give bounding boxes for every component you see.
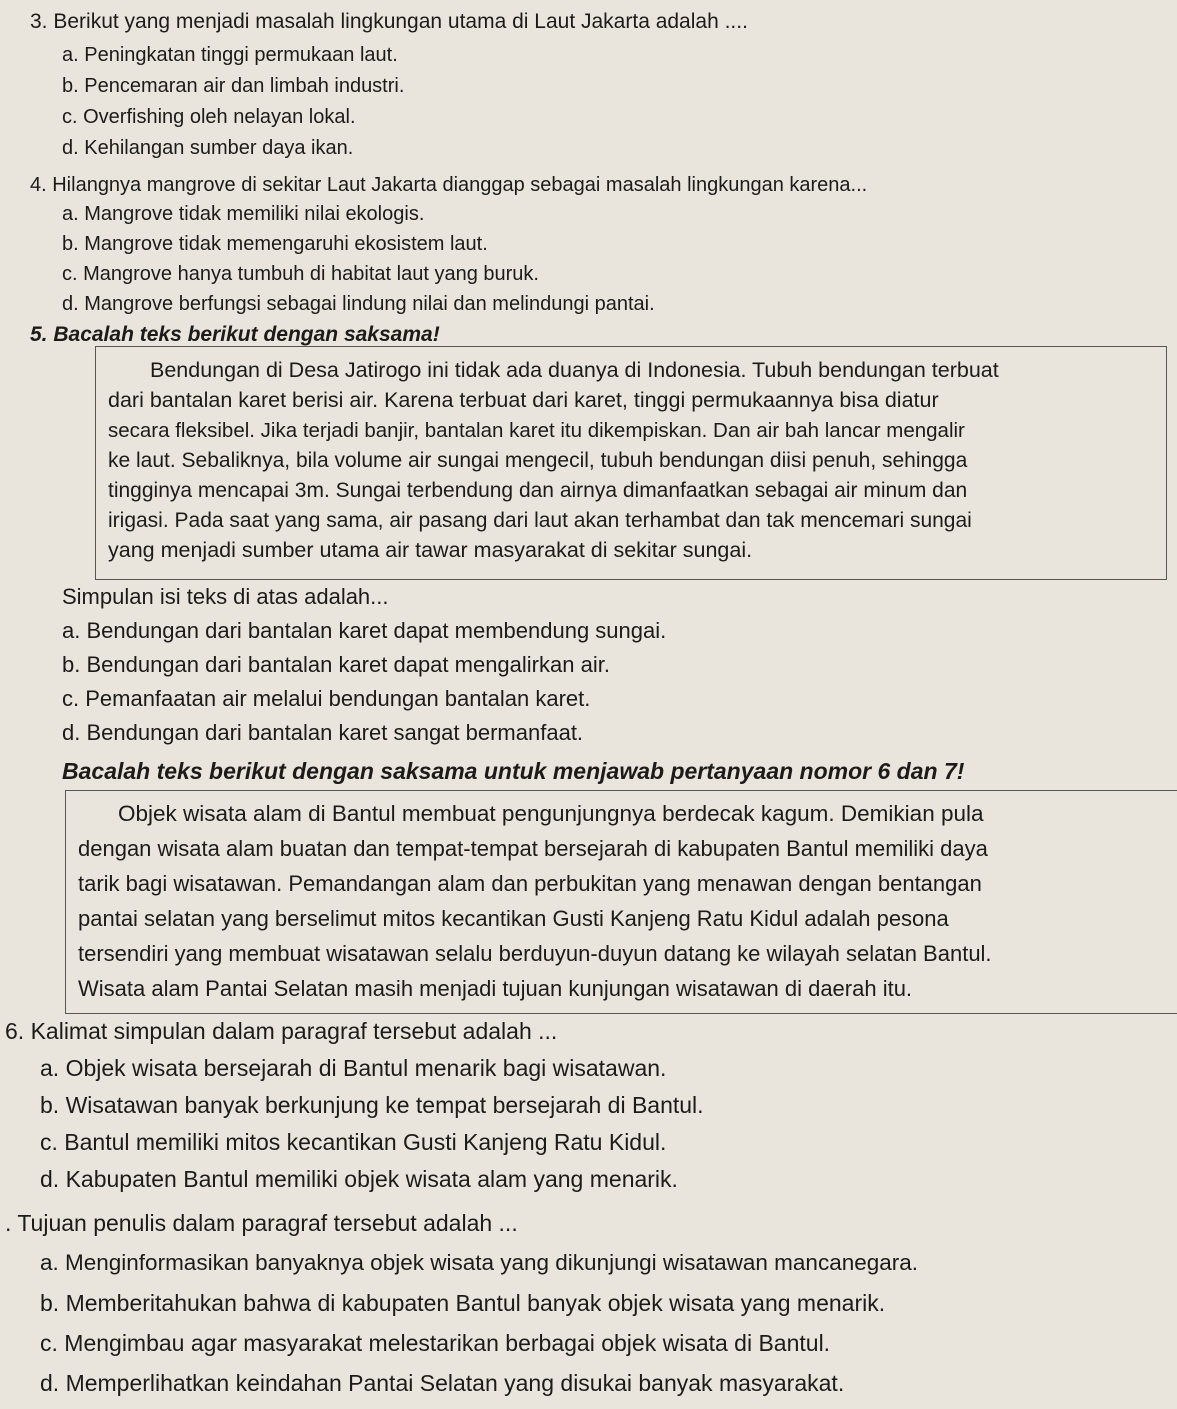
q5-option-a: a. Bendungan dari bantalan karet dapat membendung sungai. bbox=[62, 618, 667, 643]
dam-passage-line-5: tingginya mencapai 3m. Sungai terbendung dan airnya dimanfaatkan sebagai air minum dan bbox=[108, 479, 968, 502]
dam-passage-line-7: yang menjadi sumber utama air tawar masyarakat di sekitar sungai. bbox=[108, 538, 753, 562]
q3-option-d: d. Kehilangan sumber daya ikan. bbox=[62, 137, 354, 159]
question-4: 4. Hilangnya mangrove di sekitar Laut Jakarta dianggap sebagai masalah lingkungan karena... bbox=[30, 174, 868, 196]
q4-option-c: c. Mangrove hanya tumbuh di habitat laut yang buruk. bbox=[62, 263, 539, 285]
q3-option-a: a. Peningkatan tinggi permukaan laut. bbox=[62, 44, 398, 66]
q5-option-d: d. Bendungan dari bantalan karet sangat bermanfaat. bbox=[62, 720, 584, 745]
q3-option-c: c. Overfishing oleh nelayan lokal. bbox=[62, 106, 356, 128]
q7-option-a: a. Menginformasikan banyaknya objek wisata yang dikunjungi wisatawan mancanegara. bbox=[40, 1250, 919, 1275]
question-7: . Tujuan penulis dalam paragraf tersebut adalah ... bbox=[5, 1210, 518, 1236]
q6-option-a: a. Objek wisata bersejarah di Bantul menarik bagi wisatawan. bbox=[40, 1055, 667, 1081]
bantul-passage-line-3: tarik bagi wisatawan. Pemandangan alam dan perbukitan yang menawan dengan bentangan bbox=[78, 871, 982, 896]
dam-passage-line-3: secara fleksibel. Jika terjadi banjir, bantalan karet itu dikempiskan. Dan air bah lancar mengalir bbox=[108, 419, 965, 442]
bantul-passage-line-4: pantai selatan yang berselimut mitos kecantikan Gusti Kanjeng Ratu Kidul adalah pesona bbox=[78, 906, 949, 931]
q4-option-d: d. Mangrove berfungsi sebagai lindung nilai dan melindungi pantai. bbox=[62, 293, 655, 315]
q6-option-b: b. Wisatawan banyak berkunjung ke tempat bersejarah di Bantul. bbox=[40, 1092, 704, 1118]
bantul-passage-line-2: dengan wisata alam buatan dan tempat-tempat bersejarah di kabupaten Bantul memiliki daya bbox=[78, 836, 988, 861]
q4-option-a: a. Mangrove tidak memiliki nilai ekologis. bbox=[62, 203, 425, 225]
bantul-passage-line-6: Wisata alam Pantai Selatan masih menjadi tujuan kunjungan wisatawan di daerah itu. bbox=[78, 976, 913, 1001]
question-5-instruction: 5. Bacalah teks berikut dengan saksama! bbox=[30, 323, 440, 346]
q4-option-b: b. Mangrove tidak memengaruhi ekosistem laut. bbox=[62, 233, 488, 255]
dam-passage-line-1: Bendungan di Desa Jatirogo ini tidak ada duanya di Indonesia. Tubuh bendungan terbuat bbox=[150, 358, 999, 382]
question-3: 3. Berikut yang menjadi masalah lingkungan utama di Laut Jakarta adalah .... bbox=[30, 10, 748, 33]
q5-option-b: b. Bendungan dari bantalan karet dapat mengalirkan air. bbox=[62, 652, 610, 677]
q3-option-b: b. Pencemaran air dan limbah industri. bbox=[62, 75, 405, 97]
dam-passage-line-2: dari bantalan karet berisi air. Karena terbuat dari karet, tinggi permukaannya bisa diatur bbox=[108, 388, 939, 412]
bantul-passage-line-1: Objek wisata alam di Bantul membuat pengunjungnya berdecak kagum. Demikian pula bbox=[118, 801, 984, 826]
dam-passage-line-4: ke laut. Sebaliknya, bila volume air sungai mengecil, tubuh bendungan diisi penuh, sehingga bbox=[108, 449, 968, 472]
q7-option-d: d. Memperlihatkan keindahan Pantai Selatan yang disukai banyak masyarakat. bbox=[40, 1370, 845, 1396]
dam-passage-line-6: irigasi. Pada saat yang sama, air pasang dari laut akan terhambat dan tak mencemari sungai bbox=[108, 509, 972, 532]
q5-option-c: c. Pemanfaatan air melalui bendungan bantalan karet. bbox=[62, 686, 591, 711]
q6-option-c: c. Bantul memiliki mitos kecantikan Gusti Kanjeng Ratu Kidul. bbox=[40, 1129, 667, 1155]
q7-option-b: b. Memberitahukan bahwa di kabupaten Bantul banyak objek wisata yang menarik. bbox=[40, 1290, 886, 1316]
q7-option-c: c. Mengimbau agar masyarakat melestarikan berbagai objek wisata di Bantul. bbox=[40, 1330, 831, 1356]
question-6: 6. Kalimat simpulan dalam paragraf tersebut adalah ... bbox=[5, 1018, 558, 1044]
q6-7-instruction: Bacalah teks berikut dengan saksama untuk menjawab pertanyaan nomor 6 dan 7! bbox=[62, 758, 965, 784]
bantul-passage-line-5: tersendiri yang membuat wisatawan selalu berduyun-duyun datang ke wilayah selatan Bantul. bbox=[78, 941, 992, 966]
q6-option-d: d. Kabupaten Bantul memiliki objek wisata alam yang menarik. bbox=[40, 1166, 678, 1192]
q5-question: Simpulan isi teks di atas adalah... bbox=[62, 584, 389, 609]
